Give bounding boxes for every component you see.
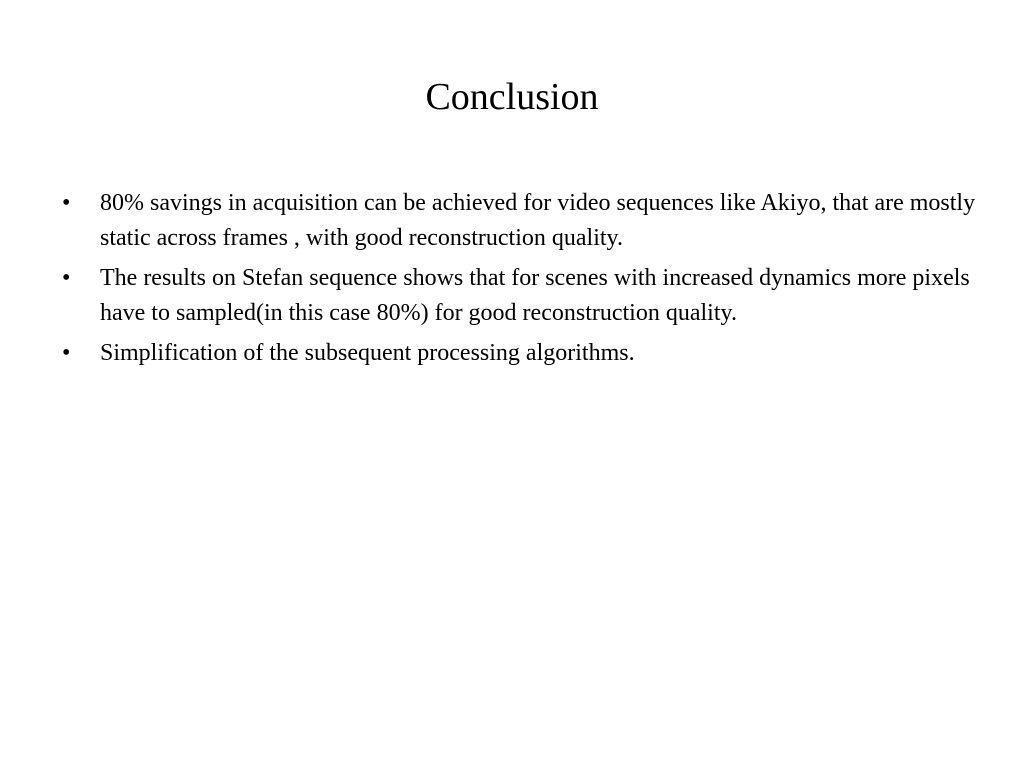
bullet-text: Simplification of the subsequent processing algorithms. bbox=[100, 340, 635, 366]
bullet-item bbox=[62, 186, 982, 255]
bullet-item bbox=[62, 336, 982, 371]
bullet-text: 80% savings in acquisition can be achieved for video sequences like Akiyo, that are mostly static across frames , with good reconstruction quality. bbox=[100, 190, 976, 251]
bullet-icon: • bbox=[62, 340, 71, 366]
bullet-item bbox=[62, 261, 982, 330]
bullet-list bbox=[62, 186, 982, 377]
bullet-text: The results on Stefan sequence shows that for scenes with increased dynamics more pixels have to sampled(in this case 80%) for good reconstruction quality. bbox=[100, 265, 970, 326]
bullet-icon: • bbox=[62, 190, 71, 216]
bullet-icon: • bbox=[62, 265, 71, 291]
slide-title: Conclusion bbox=[425, 76, 599, 118]
